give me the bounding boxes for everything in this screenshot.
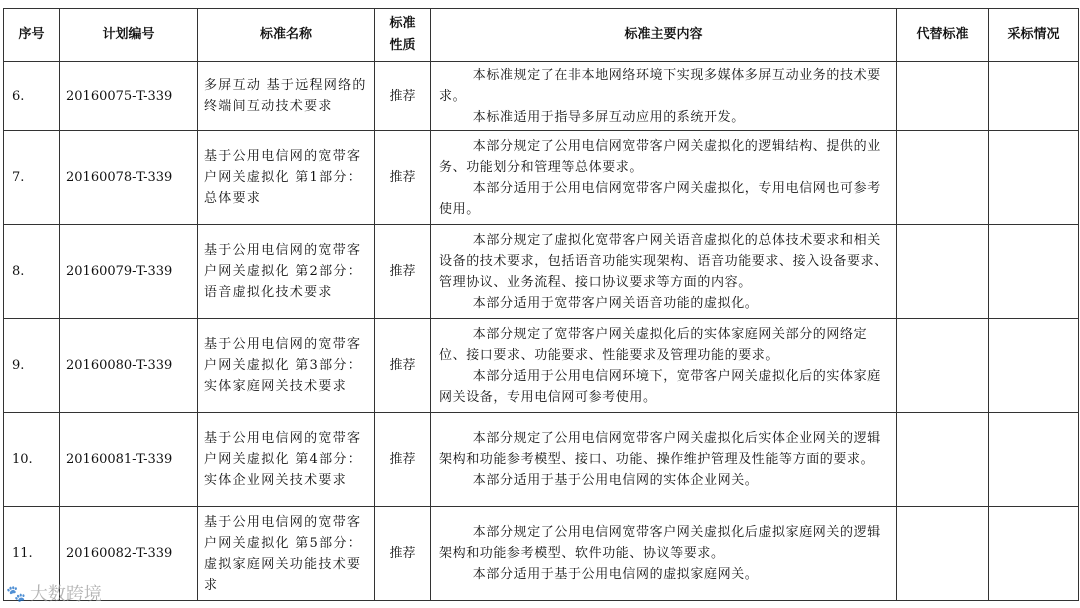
cell-nature: 推荐 bbox=[375, 507, 431, 601]
header-nature: 标准性质 bbox=[375, 9, 431, 62]
standards-table bbox=[3, 8, 1079, 601]
cell-std-name: 基于公用电信网的宽带客户网关虚拟化 第2部分：语音虚拟化技术要求 bbox=[198, 225, 375, 319]
cell-std-name: 多屏互动 基于远程网络的终端间互动技术要求 bbox=[198, 62, 375, 131]
table-row bbox=[4, 413, 1079, 507]
cell-adoption bbox=[989, 507, 1079, 601]
cell-content bbox=[431, 319, 897, 413]
header-adoption: 采标情况 bbox=[989, 9, 1079, 62]
cell-plan-no: 20160078-T-339 bbox=[60, 131, 198, 225]
content-paragraph: 本部分规定了公用电信网宽带客户网关虚拟化后虚拟家庭网关的逻辑架构和功能参考模型、软件功能、协议等要求。 bbox=[439, 525, 881, 561]
cell-content bbox=[431, 507, 897, 601]
table-row bbox=[4, 225, 1079, 319]
cell-replaces bbox=[897, 319, 989, 413]
cell-adoption bbox=[989, 131, 1079, 225]
cell-replaces bbox=[897, 413, 989, 507]
content-paragraph: 本部分规定了公用电信网宽带客户网关虚拟化后实体企业网关的逻辑架构和功能参考模型、接口、功能、操作维护管理及性能等方面的要求。 bbox=[439, 431, 881, 467]
cell-plan-no: 20160082-T-339 bbox=[60, 507, 198, 601]
cell-content bbox=[431, 62, 897, 131]
cell-plan-no: 20160080-T-339 bbox=[60, 319, 198, 413]
header-seq: 序号 bbox=[4, 9, 60, 62]
cell-plan-no: 20160079-T-339 bbox=[60, 225, 198, 319]
cell-nature: 推荐 bbox=[375, 225, 431, 319]
cell-std-name: 基于公用电信网的宽带客户网关虚拟化 第1部分：总体要求 bbox=[198, 131, 375, 225]
cell-adoption bbox=[989, 62, 1079, 131]
paw-logo-icon: 🐾 bbox=[6, 583, 26, 603]
content-paragraph: 本部分适用于公用电信网宽带客户网关虚拟化，专用电信网也可参考使用。 bbox=[439, 180, 881, 217]
content-paragraph: 本标准规定了在非本地网络环境下实现多媒体多屏互动业务的技术要求。 bbox=[439, 67, 881, 104]
cell-nature: 推荐 bbox=[375, 413, 431, 507]
header-content: 标准主要内容 bbox=[431, 9, 897, 62]
header-plan-no: 计划编号 bbox=[60, 9, 198, 62]
header-replaces: 代替标准 bbox=[897, 9, 989, 62]
table-row bbox=[4, 131, 1079, 225]
cell-nature: 推荐 bbox=[375, 131, 431, 225]
cell-content bbox=[431, 225, 897, 319]
table-row bbox=[4, 62, 1079, 131]
content-paragraph: 本部分适用于宽带客户网关语音功能的虚拟化。 bbox=[472, 295, 759, 311]
cell-seq: 11. bbox=[4, 507, 60, 601]
cell-replaces bbox=[897, 62, 989, 131]
cell-content bbox=[431, 413, 897, 507]
cell-adoption bbox=[989, 413, 1079, 507]
cell-replaces bbox=[897, 507, 989, 601]
content-paragraph: 本部分适用于基于公用电信网的实体企业网关。 bbox=[472, 473, 759, 488]
watermark bbox=[6, 580, 102, 606]
cell-std-name: 基于公用电信网的宽带客户网关虚拟化 第3部分：实体家庭网关技术要求 bbox=[198, 319, 375, 413]
cell-plan-no: 20160075-T-339 bbox=[60, 62, 198, 131]
header-std-name: 标准名称 bbox=[198, 9, 375, 62]
cell-nature: 推荐 bbox=[375, 62, 431, 131]
cell-std-name: 基于公用电信网的宽带客户网关虚拟化 第4部分：实体企业网关技术要求 bbox=[198, 413, 375, 507]
cell-seq: 6. bbox=[4, 62, 60, 131]
cell-replaces bbox=[897, 131, 989, 225]
cell-seq: 8. bbox=[4, 225, 60, 319]
content-paragraph: 本部分适用于基于公用电信网的虚拟家庭网关。 bbox=[472, 567, 759, 582]
content-paragraph: 本标准适用于指导多屏互动应用的系统开发。 bbox=[472, 109, 745, 125]
cell-seq: 9. bbox=[4, 319, 60, 413]
table-row bbox=[4, 319, 1079, 413]
table-header-row bbox=[4, 9, 1079, 62]
content-paragraph: 本部分规定了虚拟化宽带客户网关语音虚拟化的总体技术要求和相关设备的技术要求，包括语音功能实现架构、语音功能要求、接入设备要求、管理协议、业务流程、接口协议要求等方面的内容。 bbox=[439, 232, 888, 290]
cell-replaces bbox=[897, 225, 989, 319]
cell-seq: 10. bbox=[4, 413, 60, 507]
cell-plan-no: 20160081-T-339 bbox=[60, 413, 198, 507]
cell-adoption bbox=[989, 225, 1079, 319]
table-row bbox=[4, 507, 1079, 601]
content-paragraph: 本部分适用于公用电信网环境下，宽带客户网关虚拟化后的实体家庭网关设备，专用电信网可参考使用。 bbox=[439, 368, 881, 405]
cell-seq: 7. bbox=[4, 131, 60, 225]
cell-content bbox=[431, 131, 897, 225]
content-paragraph: 本部分规定了宽带客户网关虚拟化后的实体家庭网关部分的网络定位、接口要求、功能要求、性能要求及管理功能的要求。 bbox=[439, 326, 868, 363]
content-paragraph: 本部分规定了公用电信网宽带客户网关虚拟化的逻辑结构、提供的业务、功能划分和管理等总体要求。 bbox=[439, 138, 881, 175]
cell-nature: 推荐 bbox=[375, 319, 431, 413]
cell-adoption bbox=[989, 319, 1079, 413]
cell-std-name: 基于公用电信网的宽带客户网关虚拟化 第5部分：虚拟家庭网关功能技术要求 bbox=[198, 507, 375, 601]
watermark-text: 大数跨境 bbox=[29, 584, 102, 605]
